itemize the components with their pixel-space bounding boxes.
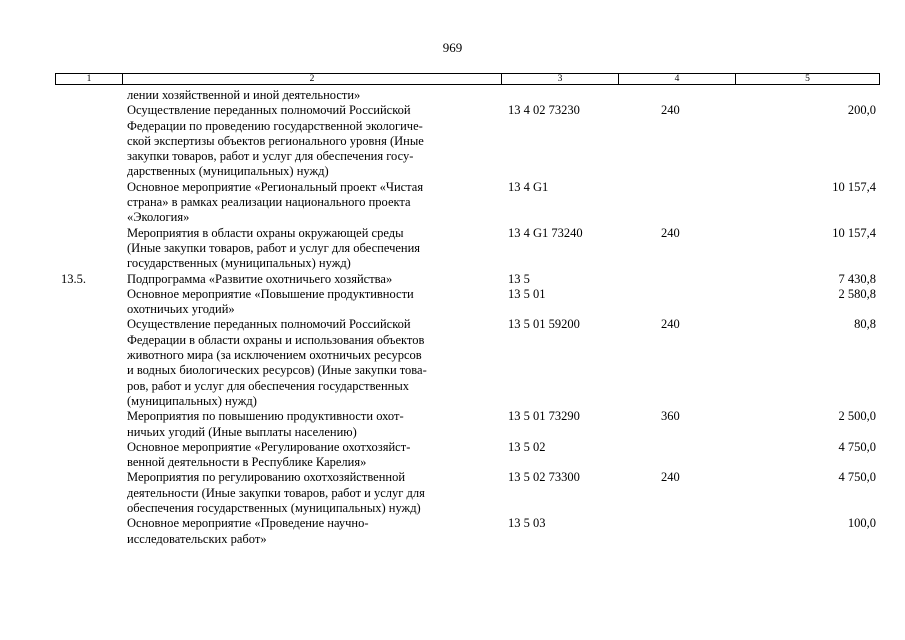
row-name-line: Осуществление переданных полномочий Российской (127, 103, 411, 118)
row-name-line: венной деятельности в Республике Карелия» (127, 455, 367, 470)
row-name-line: деятельности (Иные закупки товаров, работ и услуг для (127, 485, 425, 500)
row-code: 13 4 G1 (508, 179, 549, 194)
row-number (55, 103, 122, 179)
row-name-line: Подпрограмма «Развитие охотничьего хозяйства» (127, 271, 393, 286)
row-name-line: обеспечения государственных (муниципальных) нужд) (127, 501, 421, 516)
row-sum: 4 750,0 (838, 470, 876, 485)
table-row (55, 470, 880, 516)
row-code: 13 5 03 (508, 516, 546, 531)
row-name-line: (Иные закупки товаров, работ и услуг для обеспечения (127, 240, 421, 255)
table-row (55, 88, 880, 103)
row-name-line: лении хозяйственной и иной деятельности» (127, 88, 361, 102)
table-row (55, 103, 880, 179)
row-code: 13 4 G1 73240 (508, 225, 583, 240)
row-number (55, 440, 122, 471)
row-name-line: ничьих угодий (Иные выплаты населению) (127, 424, 357, 439)
row-name-line: Основное мероприятие «Регулирование охотхозяйст- (127, 439, 411, 454)
row-name (122, 516, 501, 547)
row-expense-type: 240 (661, 225, 680, 240)
row-expense-type: 240 (661, 470, 680, 485)
row-name-line: страна» в рамках реализации национального проекта (127, 195, 411, 210)
row-expense-type (618, 180, 735, 226)
row-name-line: Мероприятия по регулированию охотхозяйственной (127, 470, 406, 485)
page-number: 969 (442, 40, 463, 55)
column-header-4: 4 (619, 74, 736, 84)
row-code: 13 5 01 73290 (508, 409, 580, 424)
table-row (55, 287, 880, 318)
row-sum: 7 430,8 (838, 271, 876, 286)
row-name-line: Мероприятия в области охраны окружающей среды (127, 225, 404, 240)
row-number (55, 470, 122, 516)
row-expense-type: 360 (661, 409, 680, 424)
row-sum: 10 157,4 (832, 179, 876, 194)
row-name-line: дарственных (муниципальных) нужд) (127, 164, 329, 179)
table-row (55, 226, 880, 272)
row-number (55, 88, 122, 103)
row-name-line: Осуществление переданных полномочий Российской (127, 317, 411, 332)
row-name (122, 317, 501, 409)
row-sum: 10 157,4 (832, 225, 876, 240)
row-expense-type: 240 (661, 317, 680, 332)
row-name-line: охотничьих угодий» (127, 302, 235, 317)
row-expense-type (618, 272, 735, 287)
row-code: 13 5 01 (508, 286, 546, 301)
table-row (55, 516, 880, 547)
row-code: 13 4 02 73230 (508, 103, 580, 118)
row-name-line: ров, работ и услуг для обеспечения государственных (127, 378, 409, 393)
column-header-1: 1 (56, 74, 123, 84)
row-name-line: государственных (муниципальных) нужд) (127, 256, 351, 271)
row-name (122, 103, 501, 179)
row-code: 13 5 02 73300 (508, 470, 580, 485)
table-row (55, 272, 880, 287)
row-sum: 4 750,0 (838, 439, 876, 454)
row-name-line: «Экология» (127, 210, 190, 225)
row-code: 13 5 01 59200 (508, 317, 580, 332)
table-row (55, 180, 880, 226)
row-name-line: Мероприятия по повышению продуктивности охот- (127, 409, 404, 424)
row-number (55, 180, 122, 226)
table-body (55, 88, 880, 547)
row-sum: 200,0 (847, 103, 876, 118)
row-name-line: и водных биологических ресурсов) (Иные закупки това- (127, 363, 427, 378)
table-row (55, 317, 880, 409)
row-number (55, 409, 122, 440)
row-name-line: (муниципальных) нужд) (127, 393, 257, 408)
row-name-line: Основное мероприятие «Проведение научно- (127, 516, 369, 531)
row-name-line: Федерации по проведению государственной экологиче- (127, 118, 423, 133)
row-code: 13 5 02 (508, 439, 546, 454)
row-name (122, 440, 501, 471)
table-header-row (55, 73, 880, 85)
row-name-line: Основное мероприятие «Повышение продуктивности (127, 286, 414, 301)
row-name (122, 272, 501, 287)
row-expense-type (618, 88, 735, 103)
row-name (122, 470, 501, 516)
row-name-line: исследовательских работ» (127, 531, 267, 546)
row-name-line: закупки товаров, работ и услуг для обеспечения госу- (127, 149, 414, 164)
row-expense-type (618, 440, 735, 471)
row-expense-type (618, 516, 735, 547)
row-name (122, 180, 501, 226)
row-name-line: Основное мероприятие «Региональный проект «Чистая (127, 179, 424, 194)
row-name-line: Федерации в области охраны и использования объектов (127, 332, 425, 347)
row-name (122, 226, 501, 272)
row-expense-type (618, 287, 735, 318)
row-sum (735, 88, 880, 103)
row-name (122, 409, 501, 440)
row-number (55, 317, 122, 409)
row-name-line: ской экспертизы объектов регионального уровня (Иные (127, 133, 424, 148)
table-row (55, 440, 880, 471)
row-number (55, 226, 122, 272)
row-name (122, 88, 501, 103)
row-sum: 2 500,0 (838, 409, 876, 424)
row-sum: 100,0 (847, 516, 876, 531)
row-sum: 2 580,8 (838, 286, 876, 301)
row-name-line: животного мира (за исключением охотничьих ресурсов (127, 348, 422, 363)
row-number (55, 287, 122, 318)
row-sum: 80,8 (854, 317, 876, 332)
row-name (122, 287, 501, 318)
column-header-2: 2 (123, 74, 502, 84)
column-header-3: 3 (502, 74, 619, 84)
row-code (501, 88, 618, 103)
row-number: 13.5. (61, 271, 86, 286)
row-expense-type: 240 (661, 103, 680, 118)
column-header-5: 5 (805, 74, 810, 84)
row-number (55, 516, 122, 547)
row-code: 13 5 (508, 271, 530, 286)
table-row (55, 409, 880, 440)
